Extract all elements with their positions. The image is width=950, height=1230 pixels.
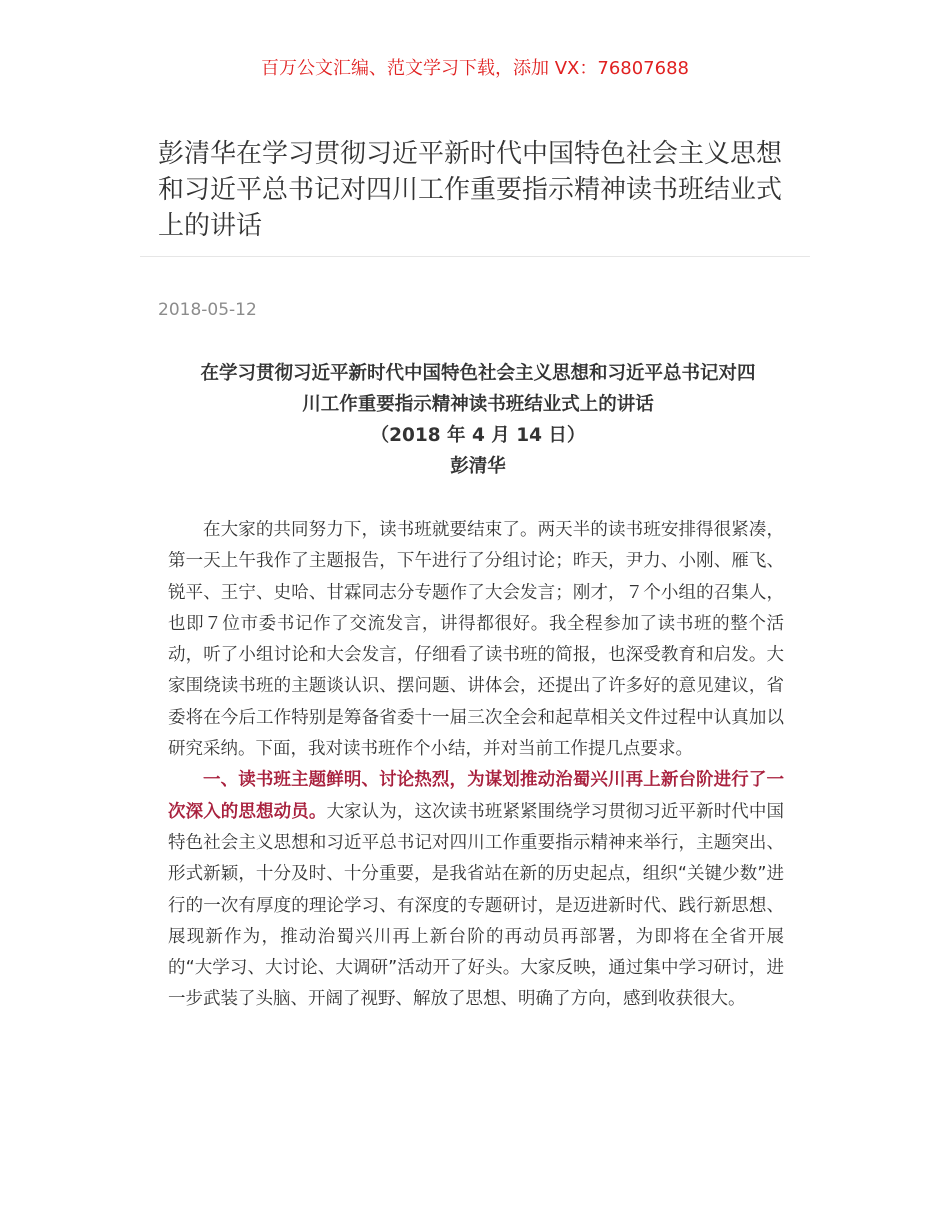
title-divider xyxy=(140,256,810,257)
speech-header xyxy=(158,358,798,482)
speaker-name: 彭清华 xyxy=(450,456,506,477)
publish-date: 2018-05-12 xyxy=(158,300,257,320)
paragraph-intro: 在大家的共同努力下，读书班就要结束了。两天半的读书班安排得很紧凑，第一天上午我作了主题报告，下午进行了分组讨论；昨天，尹力、小刚、雁飞、锐平、王宁、史哈、甘霖同志分专题作了大会发言；刚才，７个小组的召集人，也即７位市委书记作了交流发言，讲得都很好。我全程参加了读书班的整个活动，听了小组讨论和大会发言，仔细看了读书班的简报，也深受教育和启发。大家围绕读书班的主题谈认识、摆问题、讲体会，还提出了许多好的意见建议，省委将在今后工作特别是筹备省委十一届三次全会和起草相关文件过程中认真加以研究采纳。下面，我对读书班作个小结，并对当前工作提几点要求。 xyxy=(168,520,784,760)
speech-body xyxy=(168,515,784,1016)
article-title: 彭清华在学习贯彻习近平新时代中国特色社会主义思想和习近平总书记对四川工作重要指示精神读书班结业式上的讲话 xyxy=(158,139,783,241)
promo-banner: 百万公文汇编、范文学习下载，添加 VX：76807688 xyxy=(261,58,689,79)
paragraph-section-1 xyxy=(168,765,784,1015)
speech-title-line-2: 川工作重要指示精神读书班结业式上的讲话 xyxy=(302,394,654,415)
section-1-body: 大家认为，这次读书班紧紧围绕学习贯彻习近平新时代中国特色社会主义思想和习近平总书记对四川工作重要指示精神来举行，主题突出、形式新颖，十分及时、十分重要，是我省站在新的历史起点，组织“关键少数”进行的一次有厚度的理论学习、有深度的专题研讨，是迈进新时代、践行新思想、展现新作为，推动治蜀兴川再上新台阶的再动员再部署，为即将在全省开展的“大学习、大讨论、大调研”活动开了好头。大家反映，通过集中学习研讨，进一步武装了头脑、开阔了视野、解放了思想、明确了方向，感到收获很大。 xyxy=(168,801,785,1010)
speech-title-line-1: 在学习贯彻习近平新时代中国特色社会主义思想和习近平总书记对四 xyxy=(200,363,756,384)
speech-date: （2018 年 4 月 14 日） xyxy=(370,425,586,446)
section-1-heading: 一、读书班主题鲜明、讨论热烈，为谋划推动治蜀兴川再上新台阶进行了一次深入的思想动员。 xyxy=(168,770,784,822)
